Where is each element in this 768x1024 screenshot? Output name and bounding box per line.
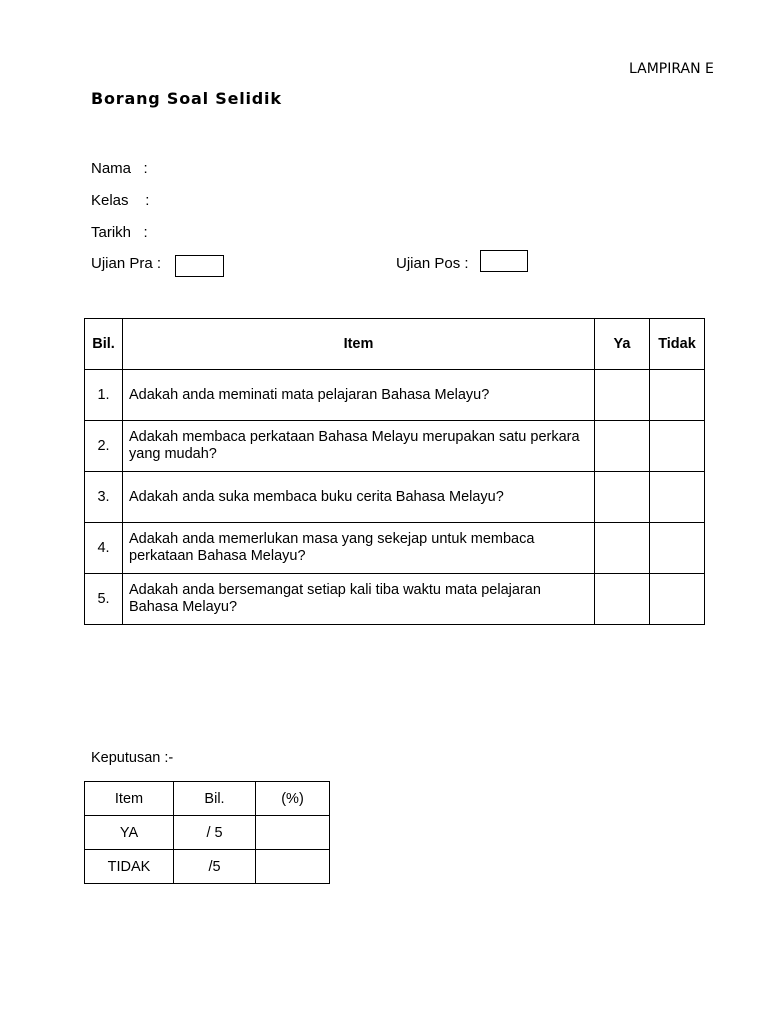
yes-cell[interactable]	[595, 574, 650, 625]
result-percent[interactable]	[256, 816, 330, 850]
result-table	[84, 781, 330, 884]
row-number: 4.	[85, 523, 123, 574]
result-row	[85, 816, 330, 850]
questionnaire-table	[84, 318, 705, 625]
result-header-percent: (%)	[256, 782, 330, 816]
class-field	[91, 192, 149, 209]
result-header-row	[85, 782, 330, 816]
yes-cell[interactable]	[595, 523, 650, 574]
class-label: Kelas :	[91, 192, 150, 209]
appendix-label: LAMPIRAN E	[629, 61, 714, 77]
row-question: Adakah anda bersemangat setiap kali tiba waktu mata pelajaran Bahasa Melayu?	[123, 574, 595, 625]
table-row	[85, 523, 705, 574]
header-no: Bil.	[85, 319, 123, 370]
yes-cell[interactable]	[595, 472, 650, 523]
post-test-box[interactable]	[480, 250, 528, 272]
pre-test-box[interactable]	[175, 255, 224, 277]
no-cell[interactable]	[650, 523, 705, 574]
table-header-row	[85, 319, 705, 370]
result-header-item: Item	[85, 782, 174, 816]
row-question: Adakah membaca perkataan Bahasa Melayu merupakan satu perkara yang mudah?	[123, 421, 595, 472]
pre-test-field	[91, 255, 161, 272]
post-test-field	[396, 255, 469, 272]
table-row	[85, 472, 705, 523]
row-question: Adakah anda memerlukan masa yang sekejap untuk membaca perkataan Bahasa Melayu?	[123, 523, 595, 574]
result-item: YA	[85, 816, 174, 850]
yes-cell[interactable]	[595, 370, 650, 421]
result-row	[85, 850, 330, 884]
name-label: Nama :	[91, 160, 148, 177]
table-row	[85, 421, 705, 472]
row-number: 3.	[85, 472, 123, 523]
result-header-count: Bil.	[174, 782, 256, 816]
date-field	[91, 224, 148, 241]
post-test-label: Ujian Pos :	[396, 255, 469, 272]
decision-label: Keputusan :-	[91, 750, 174, 766]
no-cell[interactable]	[650, 370, 705, 421]
header-item: Item	[123, 319, 595, 370]
no-cell[interactable]	[650, 472, 705, 523]
result-count: /5	[174, 850, 256, 884]
name-field	[91, 160, 148, 177]
row-question: Adakah anda meminati mata pelajaran Bahasa Melayu?	[123, 370, 595, 421]
no-cell[interactable]	[650, 574, 705, 625]
result-count: / 5	[174, 816, 256, 850]
yes-cell[interactable]	[595, 421, 650, 472]
row-number: 2.	[85, 421, 123, 472]
date-label: Tarikh :	[91, 224, 148, 241]
form-title: Borang Soal Selidik	[91, 89, 282, 108]
table-row	[85, 574, 705, 625]
table-row	[85, 370, 705, 421]
result-item: TIDAK	[85, 850, 174, 884]
row-number: 1.	[85, 370, 123, 421]
row-number: 5.	[85, 574, 123, 625]
row-question: Adakah anda suka membaca buku cerita Bahasa Melayu?	[123, 472, 595, 523]
header-yes: Ya	[595, 319, 650, 370]
no-cell[interactable]	[650, 421, 705, 472]
result-percent[interactable]	[256, 850, 330, 884]
header-no-answer: Tidak	[650, 319, 705, 370]
pre-test-label: Ujian Pra :	[91, 255, 162, 272]
